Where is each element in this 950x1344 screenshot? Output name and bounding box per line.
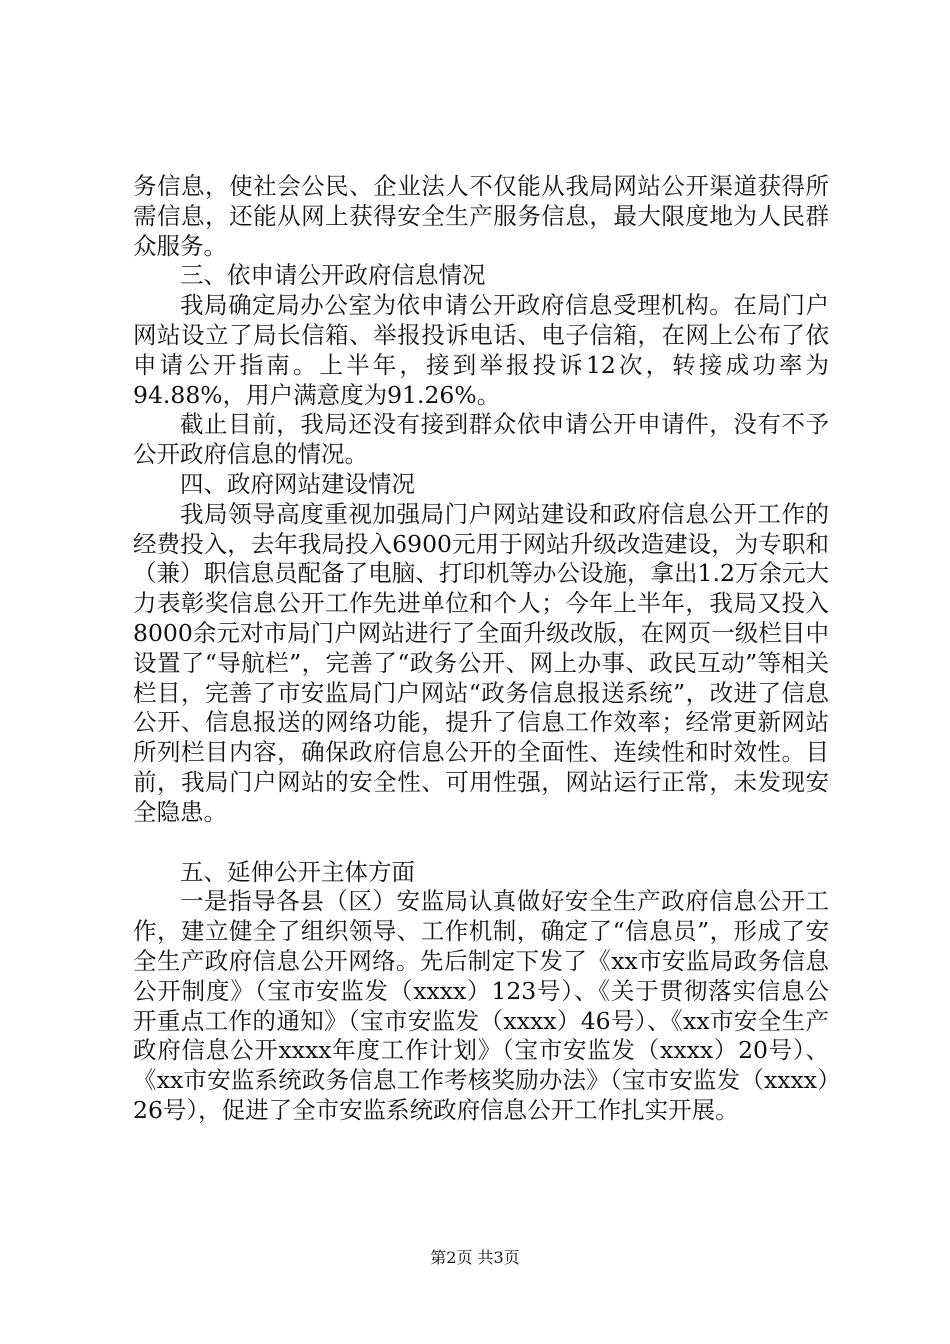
page-number-footer: 第2页 共3页: [430, 1248, 520, 1267]
paragraph: 一是指导各县（区）安监局认真做好安全生产政府信息公开工作，建立健全了组织领导、工作机制，确定了“信息员”，形成了安全生产政府信息公开网络。先后制定下发了《xx市安监局政务信息公开制度》（宝市安监发（xxxx）123号）、《关于贯彻落实信息公开重点工作的通知》（宝市安监发（xxxx）46号）、《xx市安全生产政府信息公开xxxx年度工作计划》（宝市安监发（xxxx）20号）、《xx市安监系统政务信息工作考核奖励办法》（宝市安监发（xxxx）26号），促进了全市安监系统政府信息公开工作扎实开展。: [133, 887, 829, 1124]
section-heading-4: 四、政府网站建设情况: [180, 469, 415, 498]
document-body: [133, 172, 829, 1126]
paragraph: 我局领导高度重视加强局门户网站建设和政府信息公开工作的经费投入，去年我局投入6900元用于网站升级改造建设，为专职和（兼）职信息员配备了电脑、打印机等办公设施，拿出1.2万余元大力表彰奖信息公开工作先进单位和个人；今年上半年，我局又投入8000余元对市局门户网站进行了全面升级改版，在网页一级栏目中设置了“导航栏”，完善了“政务公开、网上办事、政民互动”等相关栏目，完善了市安监局门户网站“政务信息报送系统”，改进了信息公开、信息报送的网络功能，提升了信息工作效率；经常更新网站所列栏目内容，确保政府信息公开的全面性、连续性和时效性。目前，我局门户网站的安全性、可用性强，网站运行正常，未发现安全隐患。: [133, 499, 829, 826]
paragraph-continuation: 务信息，使社会公民、企业法人不仅能从我局网站公开渠道获得所需信息，还能从网上获得安全生产服务信息，最大限度地为人民群众服务。: [133, 172, 829, 260]
paragraph: 我局确定局办公室为依申请公开政府信息受理机构。在局门户网站设立了局长信箱、举报投诉电话、电子信箱，在网上公布了依申请公开指南。上半年，接到举报投诉12次，转接成功率为94.88%，用户满意度为91.26%。: [133, 291, 829, 409]
section-heading-5: 五、延伸公开主体方面: [180, 857, 415, 886]
paragraph: 截止目前，我局还没有接到群众依申请公开申请件，没有不予公开政府信息的情况。: [133, 410, 829, 469]
section-heading-3: 三、依申请公开政府信息情况: [180, 261, 486, 290]
